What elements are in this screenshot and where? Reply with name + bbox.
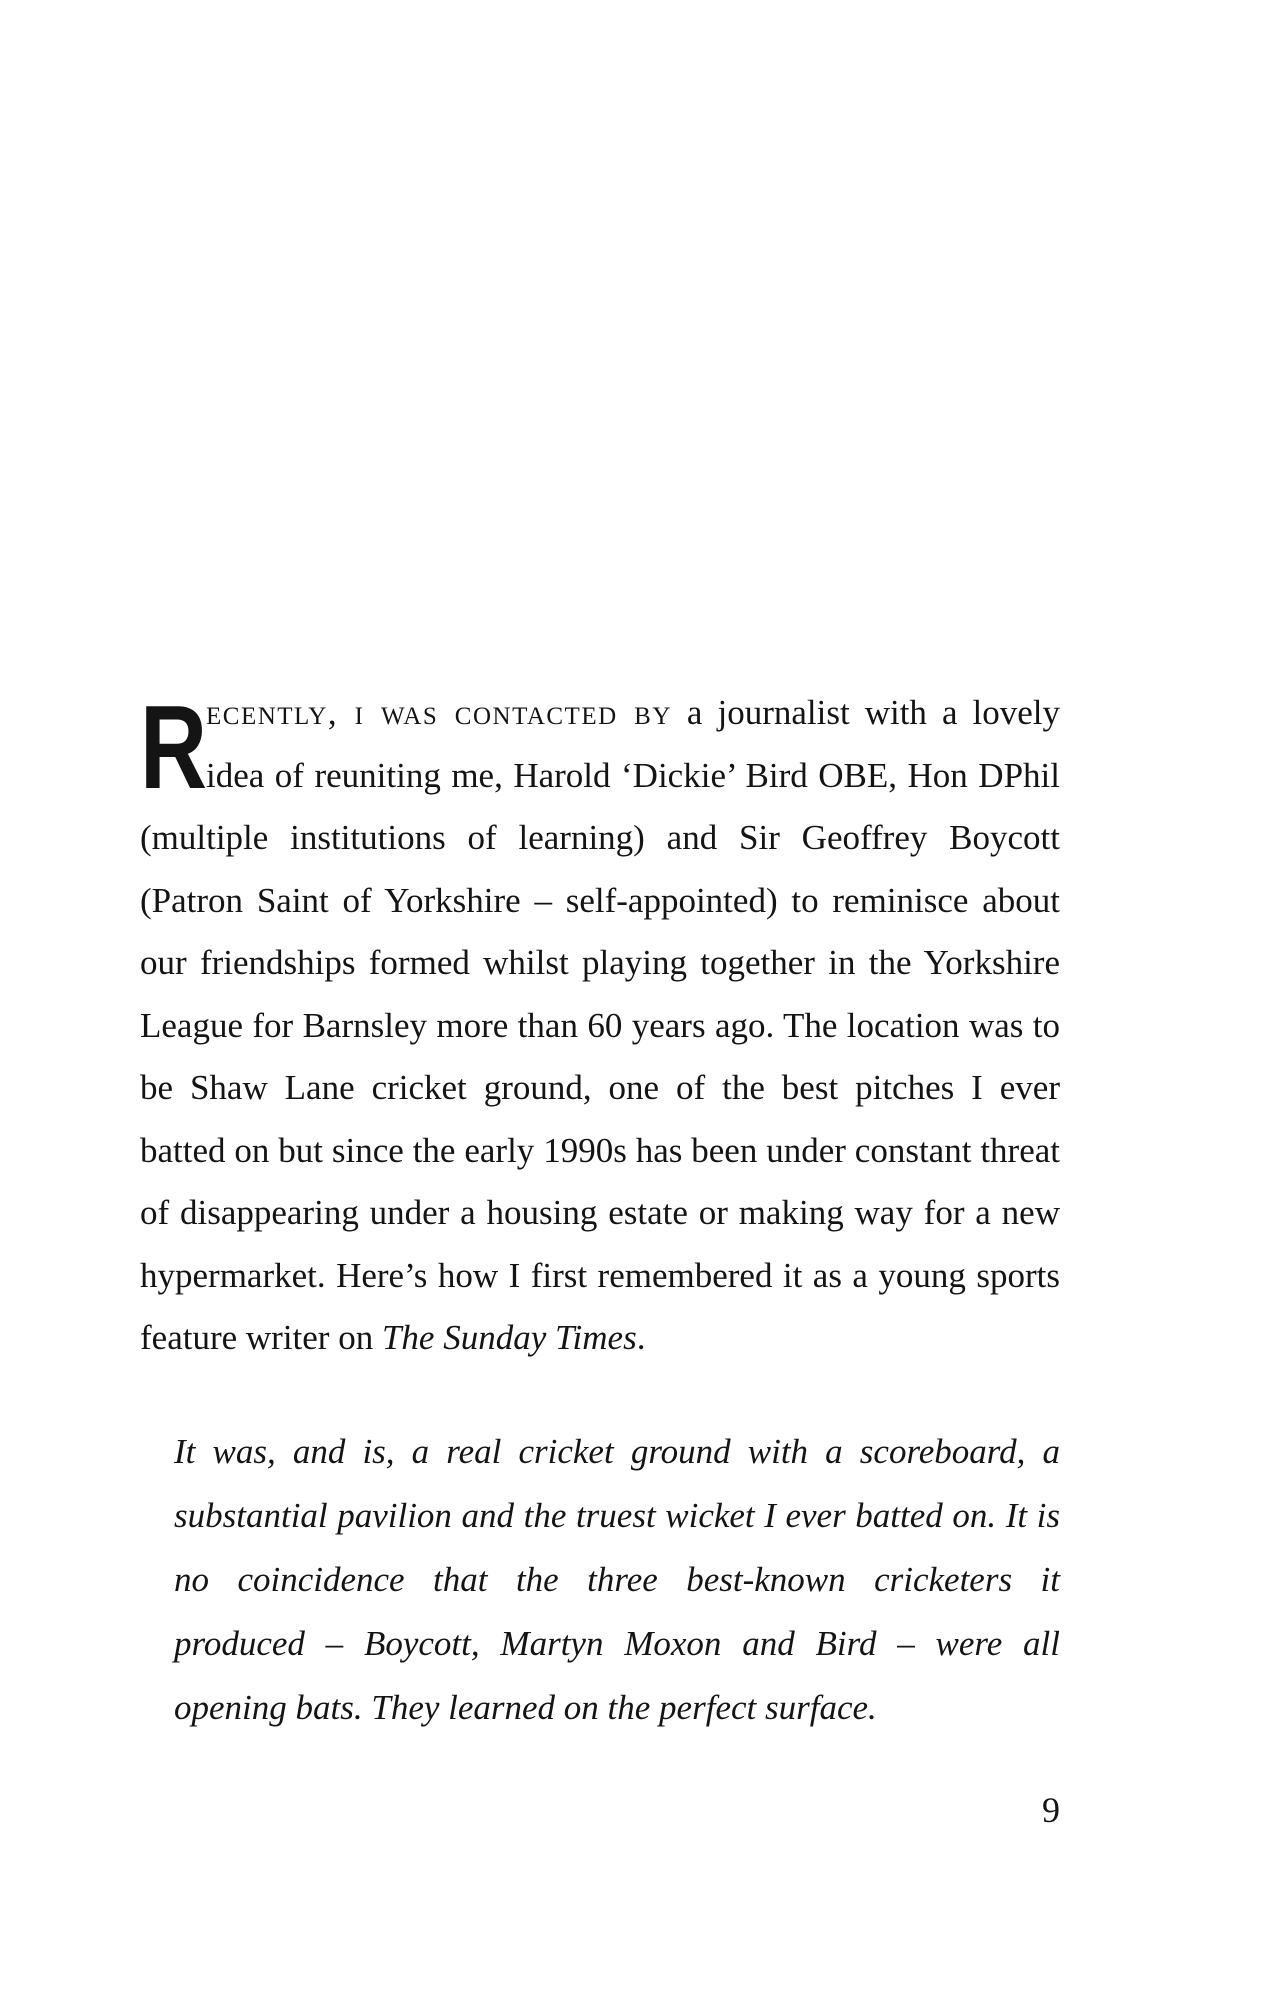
paragraph-text: a journalist with a lovely idea of reuniting me, Harold ‘Dickie’ Bird OBE, Hon DPhil (multiple institutions of learning) and Sir Geoffrey Boycott (Patron Saint of Yorkshire – self-appointed) to reminisce about our friendships formed whilst playing together in the Yorkshire League for Barnsley more than 60 years ago. The location was to be Shaw Lane cricket ground, one of the best pitches I ever batted on but since the early 1990s has been under constant threat of disappearing under a housing estate or making way for a new hypermarket. Here’s how I first remembered it as a young sports feature writer on — [140, 693, 1060, 1357]
drop-cap: R — [140, 681, 204, 814]
body-paragraph — [140, 682, 1060, 1370]
block-quote: It was, and is, a real cricket ground with a scoreboard, a substantial pavilion and the truest wicket I ever batted on. It is no coincidence that the three best-known cricketers it produced – Boycott, Martyn Moxon and Bird – were all opening bats. They learned on the perfect surface. — [174, 1432, 1060, 1727]
publication-title: The Sunday Times — [381, 1318, 637, 1357]
page-number: 9 — [1042, 1790, 1060, 1830]
lead-in-small-caps: ecently, i was contacted by — [206, 693, 672, 732]
paragraph-end-punctuation: . — [636, 1318, 646, 1357]
